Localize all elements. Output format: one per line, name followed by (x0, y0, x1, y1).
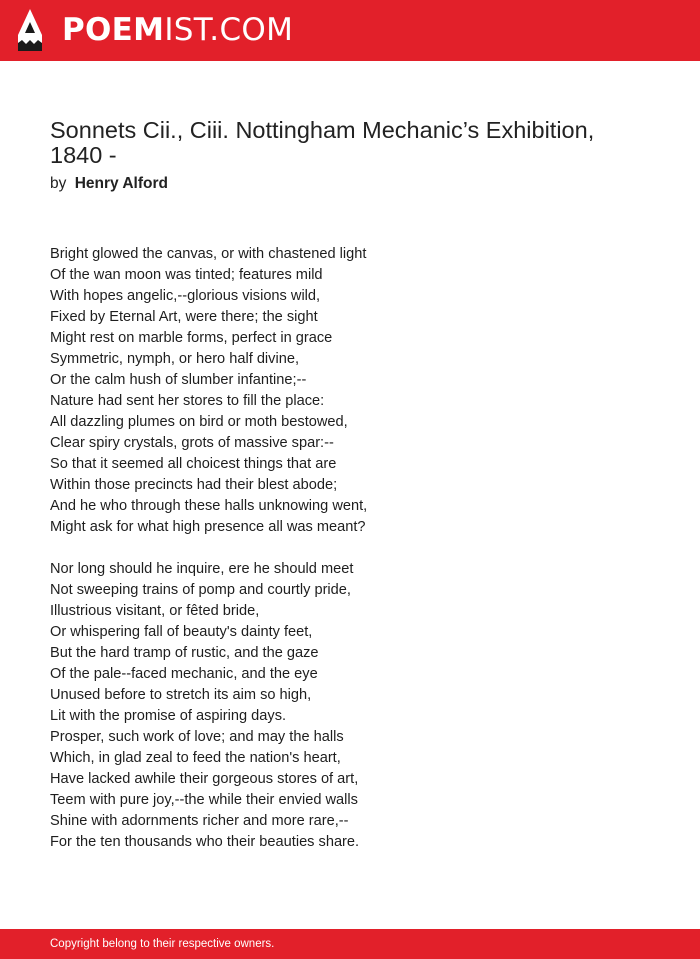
pencil-tip-icon (18, 9, 42, 51)
poem-line: Of the pale--faced mechanic, and the eye (50, 666, 318, 682)
poem-line: Which, in glad zeal to feed the nation's heart, (50, 750, 341, 766)
brand-light: IST.COM (164, 12, 294, 48)
poem-title: Sonnets Cii., Ciii. Nottingham Mechanic’s Exhibition, 1840 - (50, 117, 595, 168)
poem-line: For the ten thousands who their beauties share. (50, 834, 360, 850)
poem-line: But the hard tramp of rustic, and the gaze (50, 645, 319, 661)
poem-line: Prosper, such work of love; and may the halls (50, 729, 344, 745)
poem-line: Have lacked awhile their gorgeous stores of art, (50, 771, 359, 787)
poem-line: Clear spiry crystals, grots of massive spar:-- (50, 435, 334, 451)
stanza (50, 244, 650, 538)
byline (50, 174, 168, 194)
poem-line: Nor long should he inquire, ere he should meet (50, 561, 354, 577)
poem-line: Within those precincts had their blest abode; (50, 477, 338, 493)
poem-line: Not sweeping trains of pomp and courtly pride, (50, 582, 351, 598)
poem-line: Symmetric, nymph, or hero half divine, (50, 351, 299, 367)
poem-line: Lit with the promise of aspiring days. (50, 708, 287, 724)
stanza (50, 559, 650, 853)
author-name: Henry Alford (74, 175, 168, 192)
poem-line: So that it seemed all choicest things that are (50, 456, 337, 472)
site-header (0, 0, 700, 61)
poem-line: Might rest on marble forms, perfect in grace (50, 330, 333, 346)
poem-line: Or whispering fall of beauty's dainty feet, (50, 624, 313, 640)
poem-line: All dazzling plumes on bird or moth bestowed, (50, 414, 348, 430)
poem-line: Nature had sent her stores to fill the place: (50, 393, 325, 409)
poem-body (50, 244, 650, 874)
poem-line: Illustrious visitant, or fêted bride, (50, 603, 260, 619)
poem-line: Teem with pure joy,--the while their envied walls (50, 792, 358, 808)
poem-line: Unused before to stretch its aim so high, (50, 687, 312, 703)
poem-line: With hopes angelic,--glorious visions wild, (50, 288, 321, 304)
poem-line: Fixed by Eternal Art, were there; the sight (50, 309, 318, 325)
site-footer (0, 929, 700, 959)
copyright-text: Copyright belong to their respective owners. (50, 938, 275, 950)
by-label: by (50, 175, 67, 192)
poem-line: And he who through these halls unknowing went, (50, 498, 368, 514)
poem-line: Or the calm hush of slumber infantine;-- (50, 372, 307, 388)
poem-line: Shine with adornments richer and more rare,-- (50, 813, 349, 829)
poem-line: Of the wan moon was tinted; features mild (50, 267, 323, 283)
site-logo-text[interactable] (62, 12, 293, 48)
poem-line: Bright glowed the canvas, or with chastened light (50, 246, 367, 262)
brand-bold: POEM (62, 12, 165, 48)
poem-line: Might ask for what high presence all was meant? (50, 519, 366, 535)
